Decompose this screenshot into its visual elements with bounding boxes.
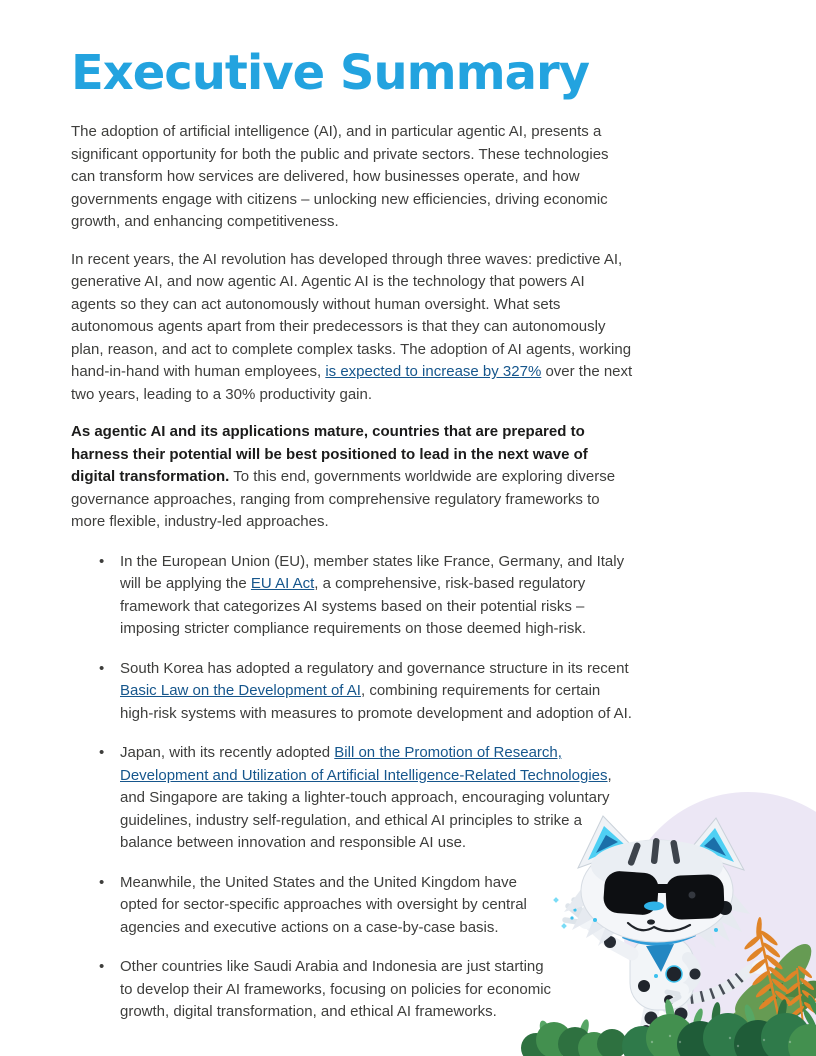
paragraph-maturity-text: To this end, governments worldwide are exploring diverse governance approaches, ranging from comprehensive regulatory frameworks to more flexible, industry-led approaches.: [71, 468, 616, 531]
mascot-illustration: [520, 780, 816, 1056]
cat-nose-accent: [644, 902, 664, 911]
bullet-japan-text: Japan, with its recently adopted: [120, 744, 335, 762]
bullet-south-korea-text: South Korea has adopted a regulatory and governance structure in its recent: [120, 659, 629, 677]
paragraph-intro-text: The adoption of artificial intelligence (AI), and in particular agentic AI, presents a significant opportunity for both the public and private sectors. These technologies can transform how services are delivered, how businesses operate, and how governments engage with citizens – unlocking new efficiencies, driving economic growth, and enhancing competitiveness.: [71, 123, 609, 231]
link-basic-law-development-ai[interactable]: Basic Law on the Development of AI: [120, 682, 361, 700]
link-eu-ai-act[interactable]: EU AI Act: [250, 575, 315, 593]
page-title: Executive Summary: [71, 45, 590, 101]
bullet-japan-text-end: , and Singapore are taking a lighter-touch approach, encouraging voluntary guidelines, industry self-regulation, and ethical AI principles to strike a balance between innovation and responsible AI use.: [120, 766, 612, 852]
paragraph-ai-waves-text: In recent years, the AI revolution has developed through three waves: predictive AI, generative AI, and now agentic AI. Agentic AI is the technology that powers AI agents so they can act autonomously without human oversight. What sets autonomous agents apart from their predecessors is that they can autonomously plan, reason, and act to complete complex tasks. The adoption of AI agents, working hand-in-hand with human employees,: [71, 250, 632, 381]
paragraph-ai-waves-text-end: over the next two years, leading to a 30% productivity gain.: [71, 363, 633, 403]
paragraph-maturity: [71, 421, 633, 534]
paragraph-ai-waves: [71, 249, 633, 407]
link-japan-ai-bill[interactable]: Bill on the Promotion of Research, Development and Utilization of Artificial Intelligence-Related Technologies: [120, 744, 608, 784]
bullet-other-countries-text: Other countries like Saudi Arabia and Indonesia are just starting to develop their AI frameworks, focusing on policies for economic growth, digital transformation, and ethical AI frameworks.: [120, 958, 552, 1021]
link-increase-327-percent[interactable]: is expected to increase by 327%: [325, 363, 542, 381]
bullet-eu-text: In the European Union (EU), member states like France, Germany, and Italy will be applying the: [120, 552, 625, 593]
bullet-item-us-uk: [71, 872, 553, 940]
bullet-item-eu: [71, 551, 633, 641]
bullet-item-south-korea: [71, 658, 633, 726]
paragraph-intro: [71, 121, 633, 234]
paragraph-maturity-bold-lead: As agentic AI and its applications mature, countries that are prepared to harness their potential will be best positioned to lead in the next wave of digital transformation.: [71, 423, 588, 486]
bullet-south-korea-text-end: , combining requirements for certain high-risk systems with measures to promote development and adoption of AI.: [120, 682, 632, 722]
bullet-us-uk-text: Meanwhile, the United States and the United Kingdom have opted for sector-specific approaches with oversight by central agencies and executive actions on a case-by-case basis.: [120, 873, 527, 936]
bullet-item-other-countries: [71, 956, 553, 1024]
bullet-eu-text-end: , a comprehensive, risk-based regulatory framework that categorizes AI systems based on their potential risks – imposing stricter compliance requirements on those deemed high-risk.: [120, 575, 587, 638]
